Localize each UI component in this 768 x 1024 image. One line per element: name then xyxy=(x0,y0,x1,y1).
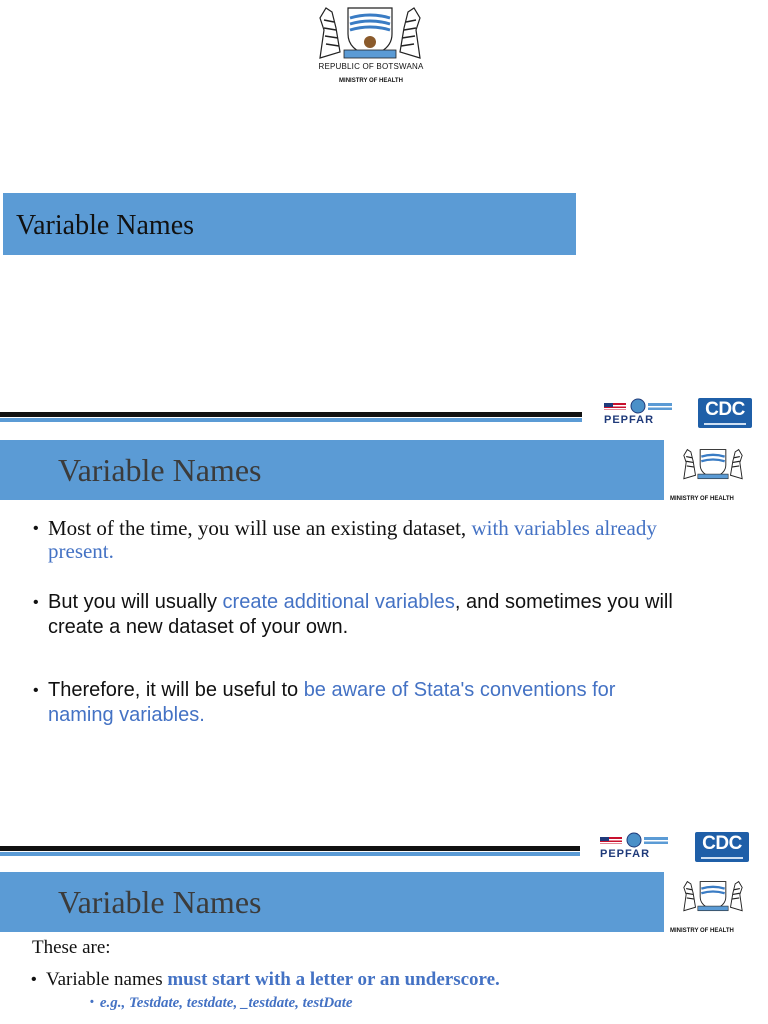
slide2-title: Variable Names xyxy=(58,452,262,488)
bullet-2-highlight: create additional variables xyxy=(222,591,455,613)
ministry-small-label: MINISTRY OF HEALTH xyxy=(670,496,734,502)
slide3-intro: These are: xyxy=(32,937,111,958)
slide3-title: Variable Names xyxy=(58,884,262,920)
slide3-bullet-text: Variable names xyxy=(46,969,168,990)
slide3-blue-rule xyxy=(0,852,580,856)
ministry-small-label: MINISTRY OF HEALTH xyxy=(670,928,734,934)
bullet-2-tail: , and sometimes you will create a new dataset of your own. xyxy=(48,591,673,638)
slide3-bullet-highlight: must start with a letter or an underscore. xyxy=(167,969,500,990)
republic-label: REPUBLIC OF BOTSWANA xyxy=(318,62,424,71)
slide3-sub-bullet-text: e.g., Testdate, testdate, _testdate, testDate xyxy=(99,995,353,1011)
ministry-label: MINISTRY OF HEALTH xyxy=(339,78,403,84)
bullet-3-highlight: be aware of Stata's conventions for naming variables. xyxy=(48,679,616,726)
slide3-sub-bullet: • e.g., Testdate, testdate, _testdate, testDate xyxy=(90,995,353,1011)
cdc-label: CDC xyxy=(702,833,742,854)
slide2-blue-rule xyxy=(0,418,582,422)
bullet-3-text: Therefore, it will be useful to xyxy=(48,679,304,701)
slide2-black-rule xyxy=(0,412,582,417)
slide3-black-rule xyxy=(0,846,580,851)
pepfar-logo xyxy=(602,398,674,426)
botswana-crest-small-icon xyxy=(678,870,748,928)
cdc-label: CDC xyxy=(705,399,745,420)
botswana-crest-small-icon xyxy=(678,438,748,496)
slide2-bullet-1: • Most of the time, you will use an existing dataset, with variables already present. xyxy=(33,516,657,563)
slide2-title-bar xyxy=(0,440,664,500)
cdc-logo xyxy=(698,398,752,428)
pepfar-logo xyxy=(598,832,670,860)
slide3-bullet-1: • Variable names must start with a letter or an underscore. xyxy=(31,969,500,990)
cdc-logo xyxy=(695,832,749,862)
slide3-title-bar xyxy=(0,872,664,932)
bullet-1-highlight: with variables already present. xyxy=(48,516,657,563)
bullet-2-text: But you will usually xyxy=(48,591,223,613)
bullet-1-text: Most of the time, you will use an existing dataset, xyxy=(48,516,472,540)
pepfar-label: PEPFAR xyxy=(600,848,651,860)
pepfar-label: PEPFAR xyxy=(604,414,655,426)
botswana-coat-of-arms-logo xyxy=(310,0,430,62)
slide1-title-box xyxy=(3,193,576,255)
slide2-bullet-2: • But you will usually create additional variables, and sometimes you will create a new dataset of your own. xyxy=(33,591,673,638)
slide2-bullet-3: • Therefore, it will be useful to be aware of Stata's conventions for naming variables. xyxy=(33,679,616,726)
slide1-title: Variable Names xyxy=(16,210,195,241)
